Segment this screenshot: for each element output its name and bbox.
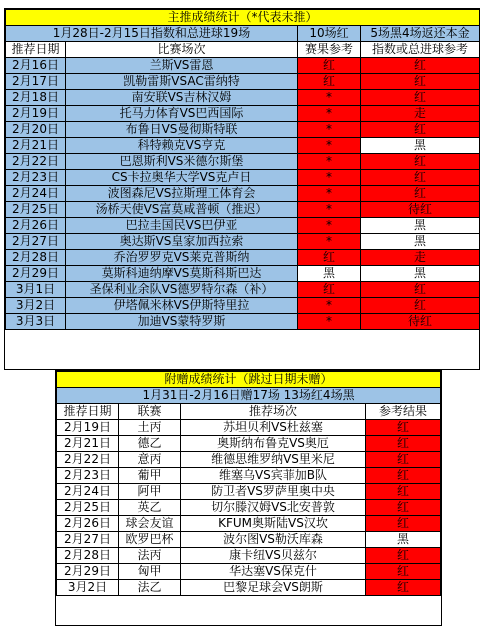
gift-row-date: 2月25日	[57, 500, 119, 516]
gift-row-match: 华达塞VS保克什	[181, 564, 366, 580]
main-row-index: 待红	[361, 314, 480, 330]
gift-row-result: 红	[366, 580, 441, 596]
gift-row-match: 切尔滕汉姆VS北安普敦	[181, 500, 366, 516]
gift-row-league: 法丙	[119, 548, 181, 564]
table-row	[57, 548, 441, 564]
gift-row-league: 欧罗巴杯	[119, 532, 181, 548]
gift-row-date: 2月23日	[57, 468, 119, 484]
table-row	[6, 170, 480, 186]
main-row-match: 奥达斯VS皇家加西拉索	[66, 234, 298, 250]
main-row-date: 2月25日	[6, 202, 66, 218]
main-row-result: *	[298, 154, 361, 170]
gift-title: 附赠成绩统计（跳过日期未赠）	[57, 372, 441, 388]
table-row	[57, 468, 441, 484]
main-row-result: *	[298, 170, 361, 186]
table-row	[57, 420, 441, 436]
gift-row-result: 红	[366, 436, 441, 452]
main-row-result: *	[298, 234, 361, 250]
main-row-match: 莫斯科迪纳摩VS莫斯科斯巴达	[66, 266, 298, 282]
main-row-date: 2月29日	[6, 266, 66, 282]
table-row	[6, 266, 480, 282]
gift-header-date: 推荐日期	[57, 404, 119, 420]
gift-row-league: 葡甲	[119, 468, 181, 484]
gift-header-match: 推荐场次	[181, 404, 366, 420]
main-row-date: 2月18日	[6, 90, 66, 106]
main-row-match: 乔治罗罗克VS莱克普斯纳	[66, 250, 298, 266]
main-row-index: 黑	[361, 218, 480, 234]
main-row-date: 2月16日	[6, 58, 66, 74]
table-row	[6, 186, 480, 202]
main-row-date: 2月19日	[6, 106, 66, 122]
main-row-date: 2月17日	[6, 74, 66, 90]
main-row-index: 红	[361, 282, 480, 298]
main-row-result: 红	[298, 282, 361, 298]
main-row-index: 红	[361, 74, 480, 90]
table-row	[6, 314, 480, 330]
main-row-result: *	[298, 90, 361, 106]
main-row-result: 黑	[298, 266, 361, 282]
main-title: 主推成绩统计（*代表未推）	[6, 10, 480, 26]
gift-row-date: 3月2日	[57, 580, 119, 596]
main-row-index: 红	[361, 298, 480, 314]
main-row-result: *	[298, 218, 361, 234]
main-row-match: 巴拉圭国民VS巴伊亚	[66, 218, 298, 234]
table-row	[6, 58, 480, 74]
gift-row-result: 红	[366, 564, 441, 580]
main-row-match: 兰斯VS雷恩	[66, 58, 298, 74]
main-row-index: 红	[361, 186, 480, 202]
gift-row-league: 匈甲	[119, 564, 181, 580]
main-summary-range: 1月28日-2月15日指数和总进球19场	[6, 26, 298, 42]
gift-row-match: 苏坦贝利VS杜兹塞	[181, 420, 366, 436]
gift-row-match: 维德思维罗纳VS里米尼	[181, 452, 366, 468]
table-row	[6, 154, 480, 170]
gift-row-match: 奥斯纳布鲁克VS奥厄	[181, 436, 366, 452]
gift-row-date: 2月29日	[57, 564, 119, 580]
main-row-index: 走	[361, 250, 480, 266]
table-row	[6, 234, 480, 250]
main-row-date: 2月27日	[6, 234, 66, 250]
main-row-match: 伊塔佩米林VS伊斯特里拉	[66, 298, 298, 314]
gift-header-league: 联赛	[119, 404, 181, 420]
main-row-match: 科特赖克VS亨克	[66, 138, 298, 154]
table-row	[6, 74, 480, 90]
table-row	[6, 90, 480, 106]
main-row-result: *	[298, 314, 361, 330]
main-row-result: *	[298, 186, 361, 202]
main-summary-rest: 5场黑4场返还本金	[361, 26, 480, 42]
main-row-match: 波图森尼VS拉斯理工体育会	[66, 186, 298, 202]
main-row-date: 3月3日	[6, 314, 66, 330]
main-row-result: 红	[298, 58, 361, 74]
gift-row-date: 2月28日	[57, 548, 119, 564]
header-result: 赛果参考	[298, 42, 361, 58]
table-row	[57, 500, 441, 516]
header-date: 推荐日期	[6, 42, 66, 58]
main-row-match: 托马力体育VS巴西国际	[66, 106, 298, 122]
main-row-match: 汤桥天使VS富莫咸普顿（推迟）	[66, 202, 298, 218]
gift-row-date: 2月22日	[57, 452, 119, 468]
main-row-index: 黑	[361, 138, 480, 154]
gift-row-match: KFUM奥斯陆VS汉坎	[181, 516, 366, 532]
table-row	[6, 218, 480, 234]
table-row	[6, 138, 480, 154]
table-row	[57, 532, 441, 548]
gift-row-result: 黑	[366, 532, 441, 548]
table-row	[6, 298, 480, 314]
gift-row-result: 红	[366, 452, 441, 468]
main-row-date: 2月22日	[6, 154, 66, 170]
main-row-index: 红	[361, 122, 480, 138]
gift-row-league: 球会友谊	[119, 516, 181, 532]
table-row	[6, 122, 480, 138]
table-row	[6, 202, 480, 218]
gift-row-result: 红	[366, 468, 441, 484]
main-row-result: *	[298, 202, 361, 218]
main-row-match: CS卡拉奥华大学VS克卢日	[66, 170, 298, 186]
gift-row-league: 德乙	[119, 436, 181, 452]
gift-row-match: 康卡纽VS贝兹尔	[181, 548, 366, 564]
main-row-index: 红	[361, 170, 480, 186]
gift-row-date: 2月21日	[57, 436, 119, 452]
main-row-date: 2月26日	[6, 218, 66, 234]
gift-row-league: 阿甲	[119, 484, 181, 500]
gift-row-result: 红	[366, 484, 441, 500]
header-index: 指数或总进球参考	[361, 42, 480, 58]
gift-row-match: 维塞乌VS宾菲加B队	[181, 468, 366, 484]
gift-row-league: 土丙	[119, 420, 181, 436]
table-row	[57, 580, 441, 596]
gift-row-league: 法乙	[119, 580, 181, 596]
main-row-index: 红	[361, 90, 480, 106]
main-row-index: 待红	[361, 202, 480, 218]
gift-row-result: 红	[366, 420, 441, 436]
gift-row-date: 2月26日	[57, 516, 119, 532]
main-row-result: *	[298, 106, 361, 122]
main-row-date: 2月20日	[6, 122, 66, 138]
header-match: 比赛场次	[66, 42, 298, 58]
main-row-result: 红	[298, 250, 361, 266]
gift-row-date: 2月27日	[57, 532, 119, 548]
main-row-match: 布鲁日VS曼彻斯特联	[66, 122, 298, 138]
gift-row-league: 英乙	[119, 500, 181, 516]
main-row-date: 2月24日	[6, 186, 66, 202]
gift-row-result: 红	[366, 548, 441, 564]
main-row-match: 加迪VS蒙特罗斯	[66, 314, 298, 330]
main-row-index: 红	[361, 154, 480, 170]
gift-row-match: 防卫者VS罗萨里奥中央	[181, 484, 366, 500]
main-row-index: 走	[361, 106, 480, 122]
gift-row-match: 巴黎足球会VS朗斯	[181, 580, 366, 596]
main-stats-table	[5, 9, 480, 330]
main-row-match: 凯勒雷斯VSAC雷纳特	[66, 74, 298, 90]
main-row-result: *	[298, 298, 361, 314]
main-row-result: *	[298, 138, 361, 154]
main-row-result: *	[298, 122, 361, 138]
main-row-date: 2月23日	[6, 170, 66, 186]
main-summary-red: 10场红	[298, 26, 361, 42]
table-row	[6, 282, 480, 298]
main-row-match: 南安联VS吉林汉姆	[66, 90, 298, 106]
main-row-date: 2月21日	[6, 138, 66, 154]
gift-row-result: 红	[366, 500, 441, 516]
main-row-date: 2月28日	[6, 250, 66, 266]
table-row	[57, 564, 441, 580]
gift-row-date: 2月24日	[57, 484, 119, 500]
main-row-date: 3月1日	[6, 282, 66, 298]
gift-row-date: 2月19日	[57, 420, 119, 436]
table-row	[6, 250, 480, 266]
table-row	[57, 436, 441, 452]
main-row-result: 红	[298, 74, 361, 90]
main-row-match: 圣保利业余队VS德罗特尔森（补）	[66, 282, 298, 298]
main-row-index: 黑	[361, 266, 480, 282]
gift-row-match: 波尔图VS勒沃库森	[181, 532, 366, 548]
table-row	[57, 484, 441, 500]
main-row-match: 巴恩斯利VS米德尔斯堡	[66, 154, 298, 170]
table-row	[6, 106, 480, 122]
gift-stats-table	[56, 371, 441, 596]
gift-row-league: 意丙	[119, 452, 181, 468]
table-row	[57, 516, 441, 532]
main-row-date: 3月2日	[6, 298, 66, 314]
gift-summary: 1月31日-2月16日赠17场 13场红4场黑	[57, 388, 441, 404]
main-row-index: 黑	[361, 234, 480, 250]
gift-header-result: 参考结果	[366, 404, 441, 420]
main-row-index: 红	[361, 58, 480, 74]
table-row	[57, 452, 441, 468]
gift-row-result: 红	[366, 516, 441, 532]
